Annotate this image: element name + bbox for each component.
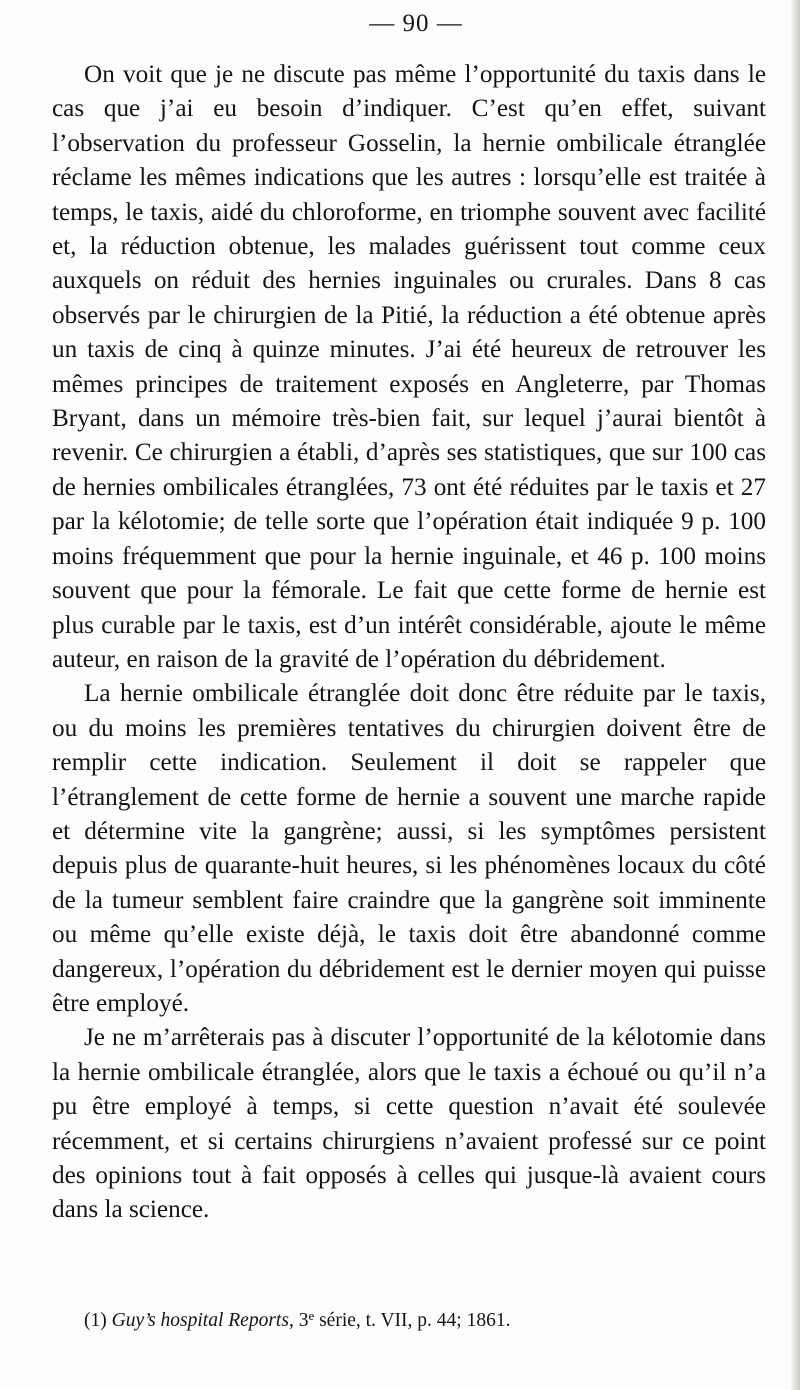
body-text [52, 58, 766, 1228]
paragraph-1: On voit que je ne discute pas même l’opportunité du taxis dans le cas que j’ai eu besoin d’indiquer. C’est qu’en effet, suivant l’observation du professeur Gosselin, la hernie ombilicale étranglée réclame les mêmes indications que les autres : lorsqu’elle est traitée à temps, le taxis, aidé du chloroforme, en triomphe souvent avec facilité et, la réduction obtenue, les malades guérissent tout comme ceux auxquels on réduit des hernies inguinales ou crurales. Dans 8 cas observés par le chirurgien de la Pitié, la réduction a été obtenue après un taxis de cinq à quinze minutes. J’ai été heureux de retrouver les mêmes principes de traitement exposés en Angleterre, par Thomas Bryant, dans un mémoire très-bien fait, sur lequel j’aurai bientôt à revenir. Ce chirurgien a établi, d’après ses statistiques, que sur 100 cas de hernies ombilicales étranglées, 73 ont été réduites par le taxis et 27 par la kélotomie; de telle sorte que l’opération était indiquée 9 p. 100 moins fréquemment que pour la hernie inguinale, et 46 p. 100 moins souvent que pour la fémorale. Le fait que cette forme de hernie est plus curable par le taxis, est d’un intérêt considérable, ajoute le même auteur, en raison de la gravité de l’opération du débridement. [52, 61, 766, 673]
footnote-source-title: Guy’s hospital Reports [111, 1310, 289, 1331]
paragraph-2: La hernie ombilicale étranglée doit donc être réduite par le taxis, ou du moins les premières tentatives du chirurgien doivent être de remplir cette indication. Seulement il doit se rappeler que l’étranglement de cette forme de hernie a souvent une marche rapide et détermine vite la gangrène; aussi, si les symptômes persistent depuis plus de quarante-huit heures, si les phénomènes locaux du côté de la tumeur semblent faire craindre que la gangrène soit imminente ou même qu’elle existe déjà, le taxis doit être abandonné comme dangereux, l’opération du débridement est le dernier moyen qui puisse être employé. [52, 680, 766, 1017]
footnote-separator: , [288, 1310, 299, 1331]
footnote [84, 1303, 774, 1334]
footnote-series-suffix: e [308, 1308, 315, 1323]
page-edge-shadow [791, 0, 800, 1390]
footnote-details: série, t. VII, p. 44; 1861. [314, 1310, 511, 1331]
footnote-marker: (1) [84, 1310, 107, 1331]
paragraph-3: Je ne m’arrêterais pas à discuter l’opportunité de la kélotomie dans la hernie ombilicale étranglée, alors que le taxis a échoué ou qu’il n’a pu être employé à temps, si cette question n’avait été soulevée récemment, et si certains chirurgiens n’avaient professé sur ce point des opinions tout à fait opposés à celles qui jusque-là avaient cours dans la science. [52, 1024, 766, 1224]
footnote-series-number: 3 [298, 1310, 309, 1331]
page-number: — 90 — [369, 10, 463, 37]
